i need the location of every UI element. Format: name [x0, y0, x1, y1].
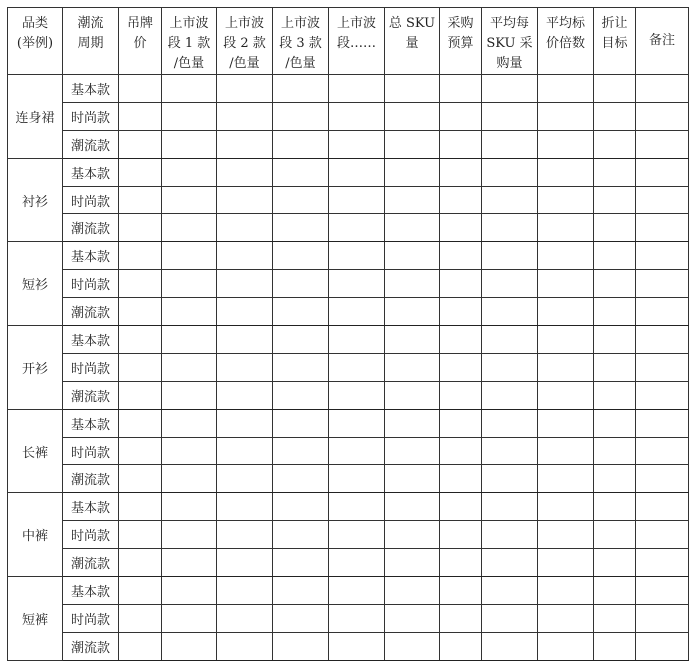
table-row	[8, 270, 689, 298]
empty-cell	[119, 186, 162, 214]
empty-cell	[440, 549, 482, 577]
empty-cell	[119, 577, 162, 605]
empty-cell	[636, 186, 689, 214]
header-row	[8, 8, 689, 75]
empty-cell	[440, 270, 482, 298]
empty-cell	[482, 409, 538, 437]
empty-cell	[217, 158, 273, 186]
empty-cell	[482, 186, 538, 214]
empty-cell	[636, 353, 689, 381]
empty-cell	[217, 186, 273, 214]
empty-cell	[440, 577, 482, 605]
empty-cell	[273, 381, 329, 409]
empty-cell	[273, 549, 329, 577]
empty-cell	[482, 130, 538, 158]
empty-cell	[162, 214, 217, 242]
empty-cell	[273, 604, 329, 632]
table-row	[8, 409, 689, 437]
empty-cell	[162, 549, 217, 577]
trend-cycle-cell: 基本款	[63, 158, 119, 186]
empty-cell	[594, 549, 636, 577]
empty-cell	[594, 465, 636, 493]
empty-cell	[162, 409, 217, 437]
category-cell: 短衫	[8, 242, 63, 326]
trend-cycle-cell: 基本款	[63, 493, 119, 521]
empty-cell	[273, 186, 329, 214]
empty-cell	[329, 521, 385, 549]
column-header: 上市波 段……	[329, 8, 385, 75]
empty-cell	[217, 437, 273, 465]
table-row	[8, 130, 689, 158]
empty-cell	[594, 381, 636, 409]
column-header: 上市波 段 3 款 /色量	[273, 8, 329, 75]
empty-cell	[162, 577, 217, 605]
empty-cell	[482, 326, 538, 354]
trend-cycle-cell: 潮流款	[63, 214, 119, 242]
empty-cell	[636, 437, 689, 465]
empty-cell	[329, 381, 385, 409]
empty-cell	[594, 409, 636, 437]
empty-cell	[385, 102, 440, 130]
empty-cell	[636, 214, 689, 242]
empty-cell	[482, 521, 538, 549]
empty-cell	[119, 75, 162, 103]
empty-cell	[538, 298, 594, 326]
empty-cell	[329, 353, 385, 381]
empty-cell	[329, 130, 385, 158]
empty-cell	[538, 75, 594, 103]
empty-cell	[119, 549, 162, 577]
empty-cell	[217, 214, 273, 242]
empty-cell	[385, 326, 440, 354]
column-header: 平均标 价倍数	[538, 8, 594, 75]
empty-cell	[273, 437, 329, 465]
trend-cycle-cell: 潮流款	[63, 549, 119, 577]
table-row	[8, 521, 689, 549]
empty-cell	[482, 493, 538, 521]
empty-cell	[538, 577, 594, 605]
table-body	[8, 75, 689, 661]
empty-cell	[440, 102, 482, 130]
empty-cell	[440, 381, 482, 409]
empty-cell	[440, 632, 482, 660]
empty-cell	[162, 493, 217, 521]
empty-cell	[482, 102, 538, 130]
empty-cell	[440, 75, 482, 103]
table-row	[8, 75, 689, 103]
empty-cell	[594, 632, 636, 660]
empty-cell	[482, 298, 538, 326]
empty-cell	[217, 409, 273, 437]
empty-cell	[482, 437, 538, 465]
trend-cycle-cell: 时尚款	[63, 270, 119, 298]
empty-cell	[440, 186, 482, 214]
empty-cell	[440, 465, 482, 493]
empty-cell	[273, 214, 329, 242]
table-row	[8, 493, 689, 521]
empty-cell	[273, 577, 329, 605]
empty-cell	[594, 493, 636, 521]
empty-cell	[162, 130, 217, 158]
empty-cell	[385, 521, 440, 549]
empty-cell	[273, 130, 329, 158]
empty-cell	[440, 353, 482, 381]
empty-cell	[594, 270, 636, 298]
empty-cell	[538, 632, 594, 660]
product-planning-table	[7, 7, 689, 661]
empty-cell	[482, 465, 538, 493]
empty-cell	[636, 326, 689, 354]
empty-cell	[538, 270, 594, 298]
empty-cell	[162, 437, 217, 465]
empty-cell	[217, 521, 273, 549]
empty-cell	[538, 521, 594, 549]
empty-cell	[440, 130, 482, 158]
empty-cell	[636, 604, 689, 632]
category-cell: 开衫	[8, 326, 63, 410]
empty-cell	[273, 270, 329, 298]
table-row	[8, 353, 689, 381]
table-row	[8, 186, 689, 214]
trend-cycle-cell: 基本款	[63, 577, 119, 605]
empty-cell	[329, 549, 385, 577]
empty-cell	[385, 493, 440, 521]
empty-cell	[482, 577, 538, 605]
empty-cell	[217, 130, 273, 158]
table-row	[8, 242, 689, 270]
empty-cell	[162, 604, 217, 632]
empty-cell	[217, 604, 273, 632]
empty-cell	[385, 604, 440, 632]
empty-cell	[162, 632, 217, 660]
empty-cell	[217, 326, 273, 354]
empty-cell	[482, 632, 538, 660]
column-header: 总 SKU 量	[385, 8, 440, 75]
empty-cell	[594, 326, 636, 354]
empty-cell	[385, 437, 440, 465]
empty-cell	[119, 604, 162, 632]
table-row	[8, 214, 689, 242]
empty-cell	[119, 465, 162, 493]
empty-cell	[385, 186, 440, 214]
empty-cell	[482, 270, 538, 298]
table-row	[8, 158, 689, 186]
empty-cell	[538, 353, 594, 381]
empty-cell	[162, 186, 217, 214]
empty-cell	[329, 493, 385, 521]
empty-cell	[119, 493, 162, 521]
empty-cell	[538, 102, 594, 130]
empty-cell	[217, 353, 273, 381]
empty-cell	[217, 298, 273, 326]
empty-cell	[636, 102, 689, 130]
empty-cell	[217, 493, 273, 521]
empty-cell	[385, 75, 440, 103]
empty-cell	[162, 298, 217, 326]
table-row	[8, 577, 689, 605]
empty-cell	[217, 75, 273, 103]
column-header: 上市波 段 2 款 /色量	[217, 8, 273, 75]
empty-cell	[329, 214, 385, 242]
trend-cycle-cell: 潮流款	[63, 632, 119, 660]
empty-cell	[636, 409, 689, 437]
empty-cell	[119, 130, 162, 158]
trend-cycle-cell: 时尚款	[63, 604, 119, 632]
empty-cell	[538, 186, 594, 214]
empty-cell	[217, 270, 273, 298]
table-row	[8, 381, 689, 409]
trend-cycle-cell: 时尚款	[63, 186, 119, 214]
empty-cell	[162, 521, 217, 549]
empty-cell	[273, 75, 329, 103]
empty-cell	[385, 158, 440, 186]
empty-cell	[162, 353, 217, 381]
empty-cell	[594, 158, 636, 186]
trend-cycle-cell: 基本款	[63, 326, 119, 354]
trend-cycle-cell: 时尚款	[63, 102, 119, 130]
empty-cell	[329, 186, 385, 214]
empty-cell	[273, 242, 329, 270]
trend-cycle-cell: 潮流款	[63, 381, 119, 409]
empty-cell	[329, 158, 385, 186]
empty-cell	[273, 353, 329, 381]
empty-cell	[119, 381, 162, 409]
empty-cell	[636, 465, 689, 493]
empty-cell	[273, 298, 329, 326]
empty-cell	[329, 298, 385, 326]
empty-cell	[119, 102, 162, 130]
empty-cell	[594, 186, 636, 214]
empty-cell	[119, 214, 162, 242]
empty-cell	[636, 381, 689, 409]
trend-cycle-cell: 时尚款	[63, 437, 119, 465]
empty-cell	[594, 521, 636, 549]
empty-cell	[385, 381, 440, 409]
category-cell: 长裤	[8, 409, 63, 493]
category-cell: 衬衫	[8, 158, 63, 242]
empty-cell	[594, 75, 636, 103]
empty-cell	[482, 604, 538, 632]
empty-cell	[217, 577, 273, 605]
empty-cell	[440, 158, 482, 186]
empty-cell	[636, 158, 689, 186]
table-row	[8, 326, 689, 354]
empty-cell	[329, 270, 385, 298]
empty-cell	[385, 214, 440, 242]
empty-cell	[482, 158, 538, 186]
empty-cell	[385, 409, 440, 437]
empty-cell	[594, 214, 636, 242]
empty-cell	[273, 632, 329, 660]
empty-cell	[273, 102, 329, 130]
empty-cell	[162, 465, 217, 493]
empty-cell	[329, 604, 385, 632]
empty-cell	[162, 242, 217, 270]
empty-cell	[636, 549, 689, 577]
empty-cell	[594, 298, 636, 326]
empty-cell	[385, 465, 440, 493]
empty-cell	[273, 326, 329, 354]
empty-cell	[385, 549, 440, 577]
empty-cell	[217, 242, 273, 270]
empty-cell	[162, 270, 217, 298]
empty-cell	[482, 381, 538, 409]
empty-cell	[119, 409, 162, 437]
category-cell: 短裤	[8, 577, 63, 661]
empty-cell	[385, 298, 440, 326]
empty-cell	[482, 214, 538, 242]
column-header: 折让 目标	[594, 8, 636, 75]
empty-cell	[594, 102, 636, 130]
empty-cell	[440, 409, 482, 437]
empty-cell	[636, 242, 689, 270]
column-header: 备注	[636, 8, 689, 75]
trend-cycle-cell: 潮流款	[63, 130, 119, 158]
table-row	[8, 465, 689, 493]
empty-cell	[636, 577, 689, 605]
empty-cell	[217, 381, 273, 409]
empty-cell	[119, 242, 162, 270]
empty-cell	[538, 242, 594, 270]
table-row	[8, 102, 689, 130]
empty-cell	[538, 604, 594, 632]
empty-cell	[273, 493, 329, 521]
trend-cycle-cell: 基本款	[63, 242, 119, 270]
empty-cell	[119, 298, 162, 326]
table-row	[8, 437, 689, 465]
empty-cell	[440, 214, 482, 242]
empty-cell	[538, 158, 594, 186]
empty-cell	[329, 465, 385, 493]
empty-cell	[385, 632, 440, 660]
empty-cell	[119, 353, 162, 381]
empty-cell	[538, 214, 594, 242]
empty-cell	[329, 437, 385, 465]
empty-cell	[119, 437, 162, 465]
empty-cell	[440, 326, 482, 354]
trend-cycle-cell: 基本款	[63, 409, 119, 437]
trend-cycle-cell: 潮流款	[63, 298, 119, 326]
empty-cell	[329, 326, 385, 354]
empty-cell	[594, 604, 636, 632]
empty-cell	[385, 242, 440, 270]
empty-cell	[162, 381, 217, 409]
empty-cell	[538, 409, 594, 437]
empty-cell	[329, 409, 385, 437]
empty-cell	[385, 270, 440, 298]
empty-cell	[217, 102, 273, 130]
empty-cell	[217, 632, 273, 660]
empty-cell	[217, 549, 273, 577]
empty-cell	[119, 326, 162, 354]
empty-cell	[329, 102, 385, 130]
empty-cell	[385, 577, 440, 605]
empty-cell	[329, 75, 385, 103]
empty-cell	[119, 158, 162, 186]
empty-cell	[162, 75, 217, 103]
table-row	[8, 549, 689, 577]
column-header: 潮流 周期	[63, 8, 119, 75]
empty-cell	[636, 298, 689, 326]
column-header: 品类 (举例)	[8, 8, 63, 75]
column-header: 平均每 SKU 采 购量	[482, 8, 538, 75]
column-header: 吊牌 价	[119, 8, 162, 75]
empty-cell	[594, 130, 636, 158]
table-row	[8, 298, 689, 326]
empty-cell	[440, 493, 482, 521]
category-cell: 中裤	[8, 493, 63, 577]
empty-cell	[162, 326, 217, 354]
empty-cell	[538, 465, 594, 493]
empty-cell	[594, 437, 636, 465]
column-header: 上市波 段 1 款 /色量	[162, 8, 217, 75]
empty-cell	[538, 437, 594, 465]
empty-cell	[636, 75, 689, 103]
empty-cell	[217, 465, 273, 493]
empty-cell	[329, 577, 385, 605]
empty-cell	[119, 270, 162, 298]
empty-cell	[482, 549, 538, 577]
empty-cell	[329, 242, 385, 270]
empty-cell	[273, 158, 329, 186]
empty-cell	[636, 270, 689, 298]
empty-cell	[273, 521, 329, 549]
empty-cell	[538, 381, 594, 409]
empty-cell	[162, 102, 217, 130]
category-cell: 连身裙	[8, 75, 63, 159]
empty-cell	[273, 409, 329, 437]
trend-cycle-cell: 时尚款	[63, 521, 119, 549]
trend-cycle-cell: 潮流款	[63, 465, 119, 493]
empty-cell	[594, 577, 636, 605]
trend-cycle-cell: 时尚款	[63, 353, 119, 381]
empty-cell	[538, 549, 594, 577]
trend-cycle-cell: 基本款	[63, 75, 119, 103]
empty-cell	[538, 130, 594, 158]
empty-cell	[119, 632, 162, 660]
empty-cell	[273, 465, 329, 493]
empty-cell	[440, 437, 482, 465]
empty-cell	[636, 632, 689, 660]
empty-cell	[162, 158, 217, 186]
empty-cell	[329, 632, 385, 660]
empty-cell	[482, 242, 538, 270]
empty-cell	[594, 353, 636, 381]
empty-cell	[636, 493, 689, 521]
empty-cell	[594, 242, 636, 270]
table-row	[8, 604, 689, 632]
empty-cell	[538, 493, 594, 521]
empty-cell	[440, 242, 482, 270]
empty-cell	[538, 326, 594, 354]
empty-cell	[119, 521, 162, 549]
column-header: 采购 预算	[440, 8, 482, 75]
empty-cell	[385, 130, 440, 158]
empty-cell	[636, 521, 689, 549]
empty-cell	[482, 353, 538, 381]
empty-cell	[440, 298, 482, 326]
empty-cell	[385, 353, 440, 381]
table-row	[8, 632, 689, 660]
empty-cell	[440, 521, 482, 549]
empty-cell	[636, 130, 689, 158]
empty-cell	[440, 604, 482, 632]
empty-cell	[482, 75, 538, 103]
